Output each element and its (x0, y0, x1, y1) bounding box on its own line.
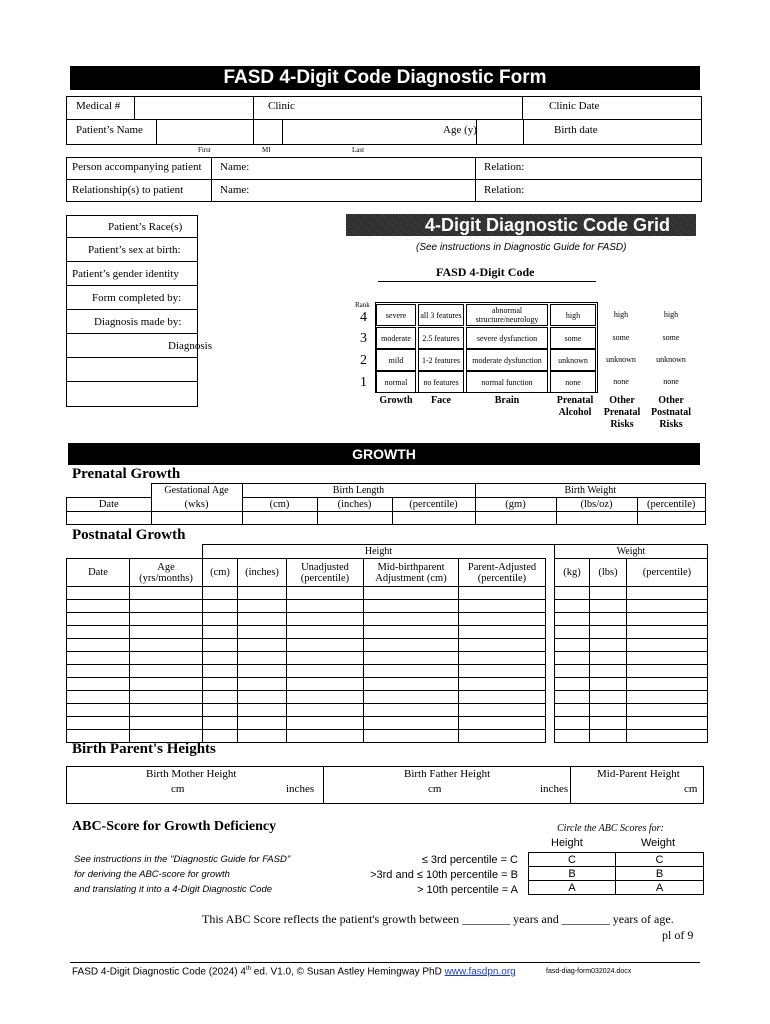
mother-cm-label: cm (171, 783, 185, 795)
growth-cell-1: normal (376, 371, 416, 393)
growth-banner-title: GROWTH (352, 446, 416, 462)
post-percentile-header: (percentile) (627, 559, 708, 587)
postnatal-entry-row[interactable] (67, 600, 708, 613)
postnatal-risk-3: some (662, 333, 680, 342)
footer-rule (70, 962, 700, 963)
father-cm-label: cm (428, 783, 442, 795)
patient-name-label: Patient’s Name (76, 124, 143, 136)
growth-banner (68, 443, 700, 465)
diagnosis-by-label: Diagnosis made by: (94, 316, 182, 328)
growth-cell-4: severe (376, 304, 416, 326)
relationships-relation-label: Relation: (484, 184, 525, 196)
col-postnatal: Other Postnatal Risks (651, 395, 691, 430)
col-brain: Brain (494, 395, 520, 406)
date-header: Date (67, 498, 152, 512)
brain-cell-1: normal function (466, 371, 548, 393)
form-title: FASD 4-Digit Code Diagnostic Form (223, 67, 547, 88)
abc-height-header: Height (551, 837, 583, 849)
rank-3: 3 (360, 331, 367, 346)
postnatal-entry-row[interactable] (67, 665, 708, 678)
col-alcohol: Prenatal Alcohol (556, 395, 594, 418)
weight-lbsoz-header: (lbs/oz) (556, 498, 637, 512)
page-number: pl of 9 (662, 928, 694, 942)
weight-percentile-header: (percentile) (637, 498, 706, 512)
brain-cell-3: severe dysfunction (466, 327, 548, 349)
postnatal-entry-row[interactable] (67, 691, 708, 704)
abc-title: ABC-Score for Growth Deficiency (72, 819, 277, 834)
postnatal-entry-row[interactable] (67, 639, 708, 652)
birth-date-label: Birth date (554, 124, 598, 136)
brain-cell-2: moderate dysfunction (466, 349, 548, 371)
mother-height-label: Birth Mother Height (146, 768, 237, 780)
abc-row-c: ≤ 3rd percentile = C (421, 854, 518, 866)
mi-label: MI (262, 146, 271, 154)
abc-weight-header: Weight (641, 837, 676, 849)
post-age-header: Age (yrs/months) (130, 559, 203, 587)
abc-instructions-3: and translating it into a 4-Digit Diagnostic Code (74, 884, 273, 895)
diagnosis-field-1[interactable] (66, 357, 198, 382)
postnatal-table (66, 544, 708, 743)
length-percentile-header: (percentile) (392, 498, 475, 512)
father-inches-label: inches (540, 783, 569, 795)
prenatal-table (66, 483, 706, 525)
prenatal-risk-4: high (613, 310, 629, 319)
birth-parents-title: Birth Parent's Heights (72, 741, 216, 757)
col-prenatal: Other Prenatal Risks (603, 395, 641, 430)
accompanying-name-label: Name: (220, 161, 250, 173)
completed-by-label: Form completed by: (92, 292, 182, 304)
father-height-label: Birth Father Height (404, 768, 491, 780)
form-title-banner (70, 66, 700, 90)
weight-gm-header: (gm) (475, 498, 556, 512)
rank-4: 4 (360, 310, 367, 325)
race-label: Patient’s Race(s) (108, 221, 183, 233)
accompanying-label: Person accompanying patient (72, 161, 202, 173)
weight-score-a[interactable]: A (616, 881, 704, 895)
gest-age-header: Gestational Age (151, 484, 242, 498)
abc-score-table (528, 852, 704, 895)
height-score-c[interactable]: C (529, 853, 616, 867)
weight-score-b[interactable]: B (616, 867, 704, 881)
length-inches-header: (inches) (317, 498, 392, 512)
unadjusted-header: Unadjusted (percentile) (287, 559, 364, 587)
rank-2: 2 (360, 353, 367, 368)
alcohol-cell-1: none (550, 371, 596, 393)
col-growth: Growth (379, 395, 413, 406)
prenatal-risk-2: unknown (606, 355, 636, 364)
code-grid-subtitle: (See instructions in Diagnostic Guide for FASD) (416, 242, 627, 253)
postnatal-risk-4: high (663, 310, 679, 319)
accompanying-name-field[interactable] (211, 157, 476, 180)
footer-link[interactable]: www.fasdpn.org (444, 966, 516, 978)
footer-file: fasd-diag-form032024.docx (546, 968, 632, 975)
mother-inches-label: inches (286, 783, 315, 795)
height-score-a[interactable]: A (529, 881, 616, 895)
alcohol-cell-4: high (550, 304, 596, 326)
abc-circle-label: Circle the ABC Scores for: (557, 823, 664, 834)
brain-cell-4: abnormal structure/neurology (466, 304, 548, 326)
clinic-label: Clinic (268, 100, 295, 112)
wks-header: (wks) (151, 498, 242, 512)
postnatal-risk-1: none (663, 377, 679, 386)
rank-1: 1 (360, 375, 367, 390)
relationships-label: Relationship(s) to patient (72, 184, 184, 196)
length-cm-header: (cm) (242, 498, 317, 512)
alcohol-cell-3: some (550, 327, 596, 349)
mid-height-label: Mid-Parent Height (597, 768, 680, 780)
first-label: First (198, 146, 211, 154)
diagnosis-field-2[interactable] (66, 381, 198, 407)
abc-reflects: This ABC Score reflects the patient's growth between ________ years and ________ years of age. (202, 912, 674, 926)
postnatal-entry-row[interactable] (67, 717, 708, 730)
prenatal-risk-1: none (613, 377, 629, 386)
prenatal-entry-row[interactable] (67, 512, 706, 525)
postnatal-entry-row[interactable] (67, 626, 708, 639)
alcohol-cell-2: unknown (550, 349, 596, 371)
first-name-field[interactable] (156, 119, 254, 145)
abc-instructions-1: See instructions in the "Diagnostic Guide for FASD" (74, 854, 291, 865)
footer-main-2: ed. V1.0, © Susan Astley Hemingway PhD (251, 966, 445, 978)
height-score-b[interactable]: B (529, 867, 616, 881)
code-grid-banner (346, 214, 696, 236)
face-cell-1: no features (418, 371, 464, 393)
relationships-name-label: Name: (220, 184, 250, 196)
accompanying-relation-label: Relation: (484, 161, 525, 173)
face-cell-3: 2.5 features (418, 327, 464, 349)
relationships-name-field[interactable] (211, 179, 476, 202)
medical-number-label: Medical # (76, 100, 121, 112)
post-inches-header: (inches) (238, 559, 287, 587)
gender-label: Patient’s gender identity (72, 268, 179, 280)
footer-text (72, 966, 516, 977)
prenatal-risk-3: some (612, 333, 630, 342)
post-date-header: Date (67, 559, 130, 587)
growth-cell-3: moderate (376, 327, 416, 349)
postnatal-entry-row[interactable] (67, 678, 708, 691)
face-cell-4: all 3 features (418, 304, 464, 326)
medical-number-field[interactable] (134, 96, 254, 120)
midbirth-header: Mid-birthparent Adjustment (cm) (364, 559, 459, 587)
growth-cell-2: mild (376, 349, 416, 371)
prenatal-title: Prenatal Growth (72, 466, 181, 482)
clinic-date-label: Clinic Date (549, 100, 600, 112)
post-cm-header: (cm) (203, 559, 238, 587)
code-label-underline (378, 281, 596, 282)
diagnosis-label: Diagnosis (168, 340, 212, 352)
birth-weight-header: Birth Weight (475, 484, 706, 498)
last-label: Last (352, 146, 365, 154)
postnatal-entry-row[interactable] (67, 587, 708, 600)
mid-cm-label: cm (684, 783, 698, 795)
post-lbs-header: (lbs) (590, 559, 627, 587)
middle-initial-field[interactable] (253, 119, 283, 145)
postnatal-title: Postnatal Growth (72, 527, 186, 543)
footer-main: FASD 4-Digit Diagnostic Code (2024) 4 (72, 966, 246, 978)
footer-sup: th (245, 966, 251, 972)
code-grid-title: 4-Digit Diagnostic Code Grid (424, 215, 670, 235)
col-face: Face (431, 395, 451, 406)
abc-instructions-2: for deriving the ABC-score for growth (74, 869, 230, 880)
abc-row-b: >3rd and ≤ 10th percentile = B (370, 869, 518, 881)
weight-score-c[interactable]: C (616, 853, 704, 867)
rank-label: Rank (355, 301, 370, 309)
sex-label: Patient’s sex at birth: (88, 244, 181, 256)
weight-header: Weight (555, 545, 708, 559)
postnatal-entry-row[interactable] (67, 652, 708, 665)
age-field[interactable] (476, 119, 524, 145)
code-label: FASD 4-Digit Code (436, 265, 535, 279)
birth-length-header: Birth Length (242, 484, 475, 498)
age-label: Age (y) (443, 124, 477, 136)
post-kg-header: (kg) (555, 559, 590, 587)
height-header: Height (203, 545, 555, 559)
postnatal-risk-2: unknown (656, 355, 686, 364)
abc-row-a: > 10th percentile = A (417, 884, 518, 896)
face-cell-2: 1-2 features (418, 349, 464, 371)
parent-adjusted-header: Parent-Adjusted (percentile) (459, 559, 546, 587)
postnatal-entry-row[interactable] (67, 704, 708, 717)
postnatal-entry-row[interactable] (67, 613, 708, 626)
